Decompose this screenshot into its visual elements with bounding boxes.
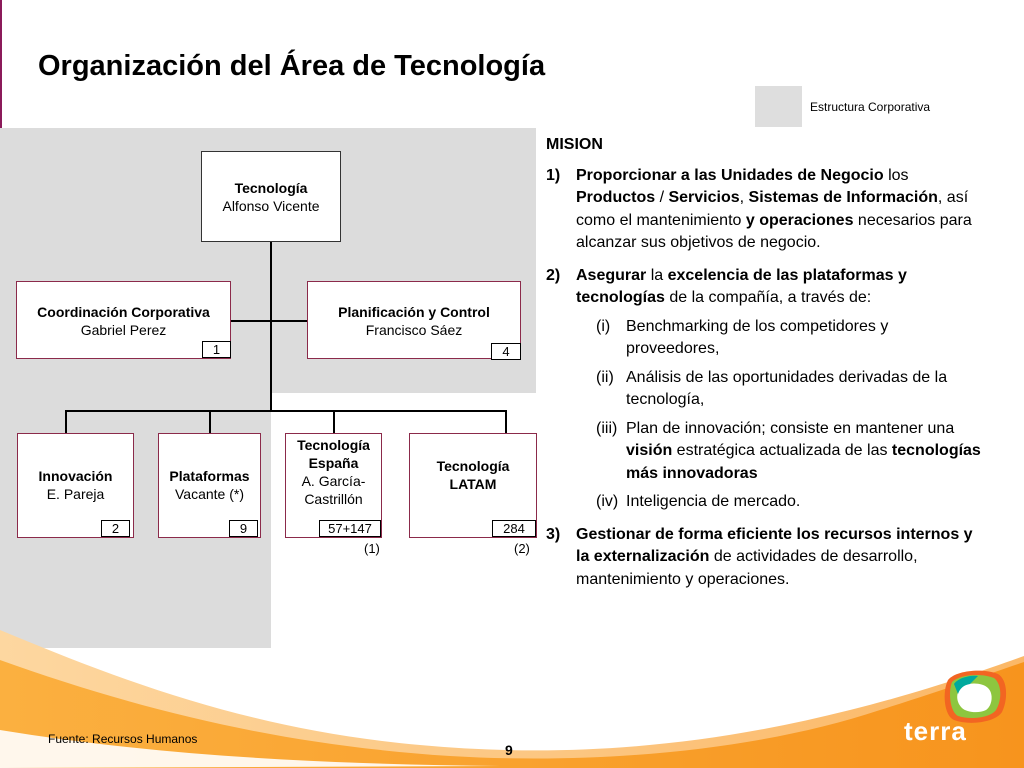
org-title: Plataformas [169,468,250,484]
mission-subitem-iv [546,491,986,514]
connector-trunk [270,242,272,412]
mission-subitem-i [546,316,986,361]
org-person: Francisco Sáez [365,322,463,338]
headcount-badge: 57+147 [319,520,381,537]
legend-swatch [755,86,802,127]
text: los [883,166,909,184]
text: la [646,266,668,284]
item-number: 2) [546,266,561,284]
headcount-badge: 2 [101,520,130,537]
text-bold: Asegurar [576,266,647,284]
mission-subitem-iii [546,418,986,486]
page-title: Organización del Área de Tecnología [38,50,546,82]
text: , así como el mantenimiento [576,189,969,229]
connector-drop-latam [505,410,507,434]
terra-brand: terra [904,716,967,746]
text-bold: visión [626,442,673,459]
footnote-marker: (1) [364,541,380,556]
connector-bus [65,410,506,412]
org-title: Planificación y Control [338,304,490,320]
org-title: Tecnología [436,458,510,474]
text-bold: Sistemas de Información [748,189,938,206]
mission-subitem-ii [546,367,986,412]
org-box-coordinacion [16,281,231,359]
text: Plan de innovación; consiste en mantener una [626,419,955,437]
text: de la compañía, a través de: [664,289,872,306]
headcount-badge: 4 [491,343,521,360]
legend-label: Estructura Corporativa [810,100,931,114]
headcount-badge: 9 [229,520,258,537]
org-box-plataformas [158,433,261,538]
text-bold: Proporcionar a las Unidades de Negocio [576,166,884,184]
connector-staff [230,320,308,322]
org-box-innovacion [17,433,134,538]
mission-heading: MISION [546,136,603,153]
text: Análisis de las oportunidades derivadas de la tecnología, [626,368,948,408]
org-title: Coordinación Corporativa [37,304,210,320]
org-title: Tecnología [297,437,370,453]
subitem-number: (ii) [596,368,614,386]
org-title: LATAM [449,476,497,492]
org-person: Gabriel Perez [80,322,167,338]
text: de actividades de desarrollo, mantenimiento y operaciones. [576,548,918,588]
subitem-number: (i) [596,317,611,335]
text: , [739,189,749,206]
org-title: Innovación [38,468,113,484]
text: necesarios para alcanzar sus objetivos de negocio. [576,211,972,251]
org-box-latam [409,433,537,538]
footnote-marker: (2) [514,541,530,556]
item-number: 1) [546,166,561,184]
org-box-planificacion [307,281,521,359]
org-person: Alfonso Vicente [222,198,320,214]
text: Inteligencia de mercado. [626,493,801,510]
text-bold: Servicios [668,189,740,206]
org-person: E. Pareja [46,486,105,502]
org-title: España [308,455,359,471]
subitem-number: (iii) [596,419,618,437]
connector-drop-innovacion [65,410,67,434]
mission-item-1 [546,165,986,255]
text: Benchmarking de los competidores y proveedores, [626,317,889,357]
connector-drop-plataformas [209,410,211,434]
text-bold: y operaciones [745,211,854,229]
org-box-espana [285,433,382,538]
item-number: 3) [546,525,561,543]
mission-panel [546,134,986,601]
text: estratégica actualizada de las [672,442,892,459]
org-title: Tecnología [234,180,308,196]
org-person: Vacante (*) [175,486,244,502]
page-number: 9 [505,742,513,758]
mission-item-2 [546,265,986,310]
org-person: Castrillón [304,491,363,507]
connector-drop-espana [333,410,335,434]
text-bold: Gestionar de forma eficiente los recursos internos y la externalización [576,525,973,565]
headcount-badge: 284 [492,520,536,537]
org-person: A. García- [301,473,366,489]
text-bold: excelencia de las plataformas y tecnologías [576,266,907,306]
org-box-tecnologia [201,151,341,242]
text-bold: Productos [576,189,656,206]
subitem-number: (iv) [596,493,619,510]
text-bold: tecnologías más innovadoras [626,442,981,482]
headcount-badge: 1 [202,341,231,358]
source-note: Fuente: Recursos Humanos [48,732,198,746]
text: / [655,189,669,206]
